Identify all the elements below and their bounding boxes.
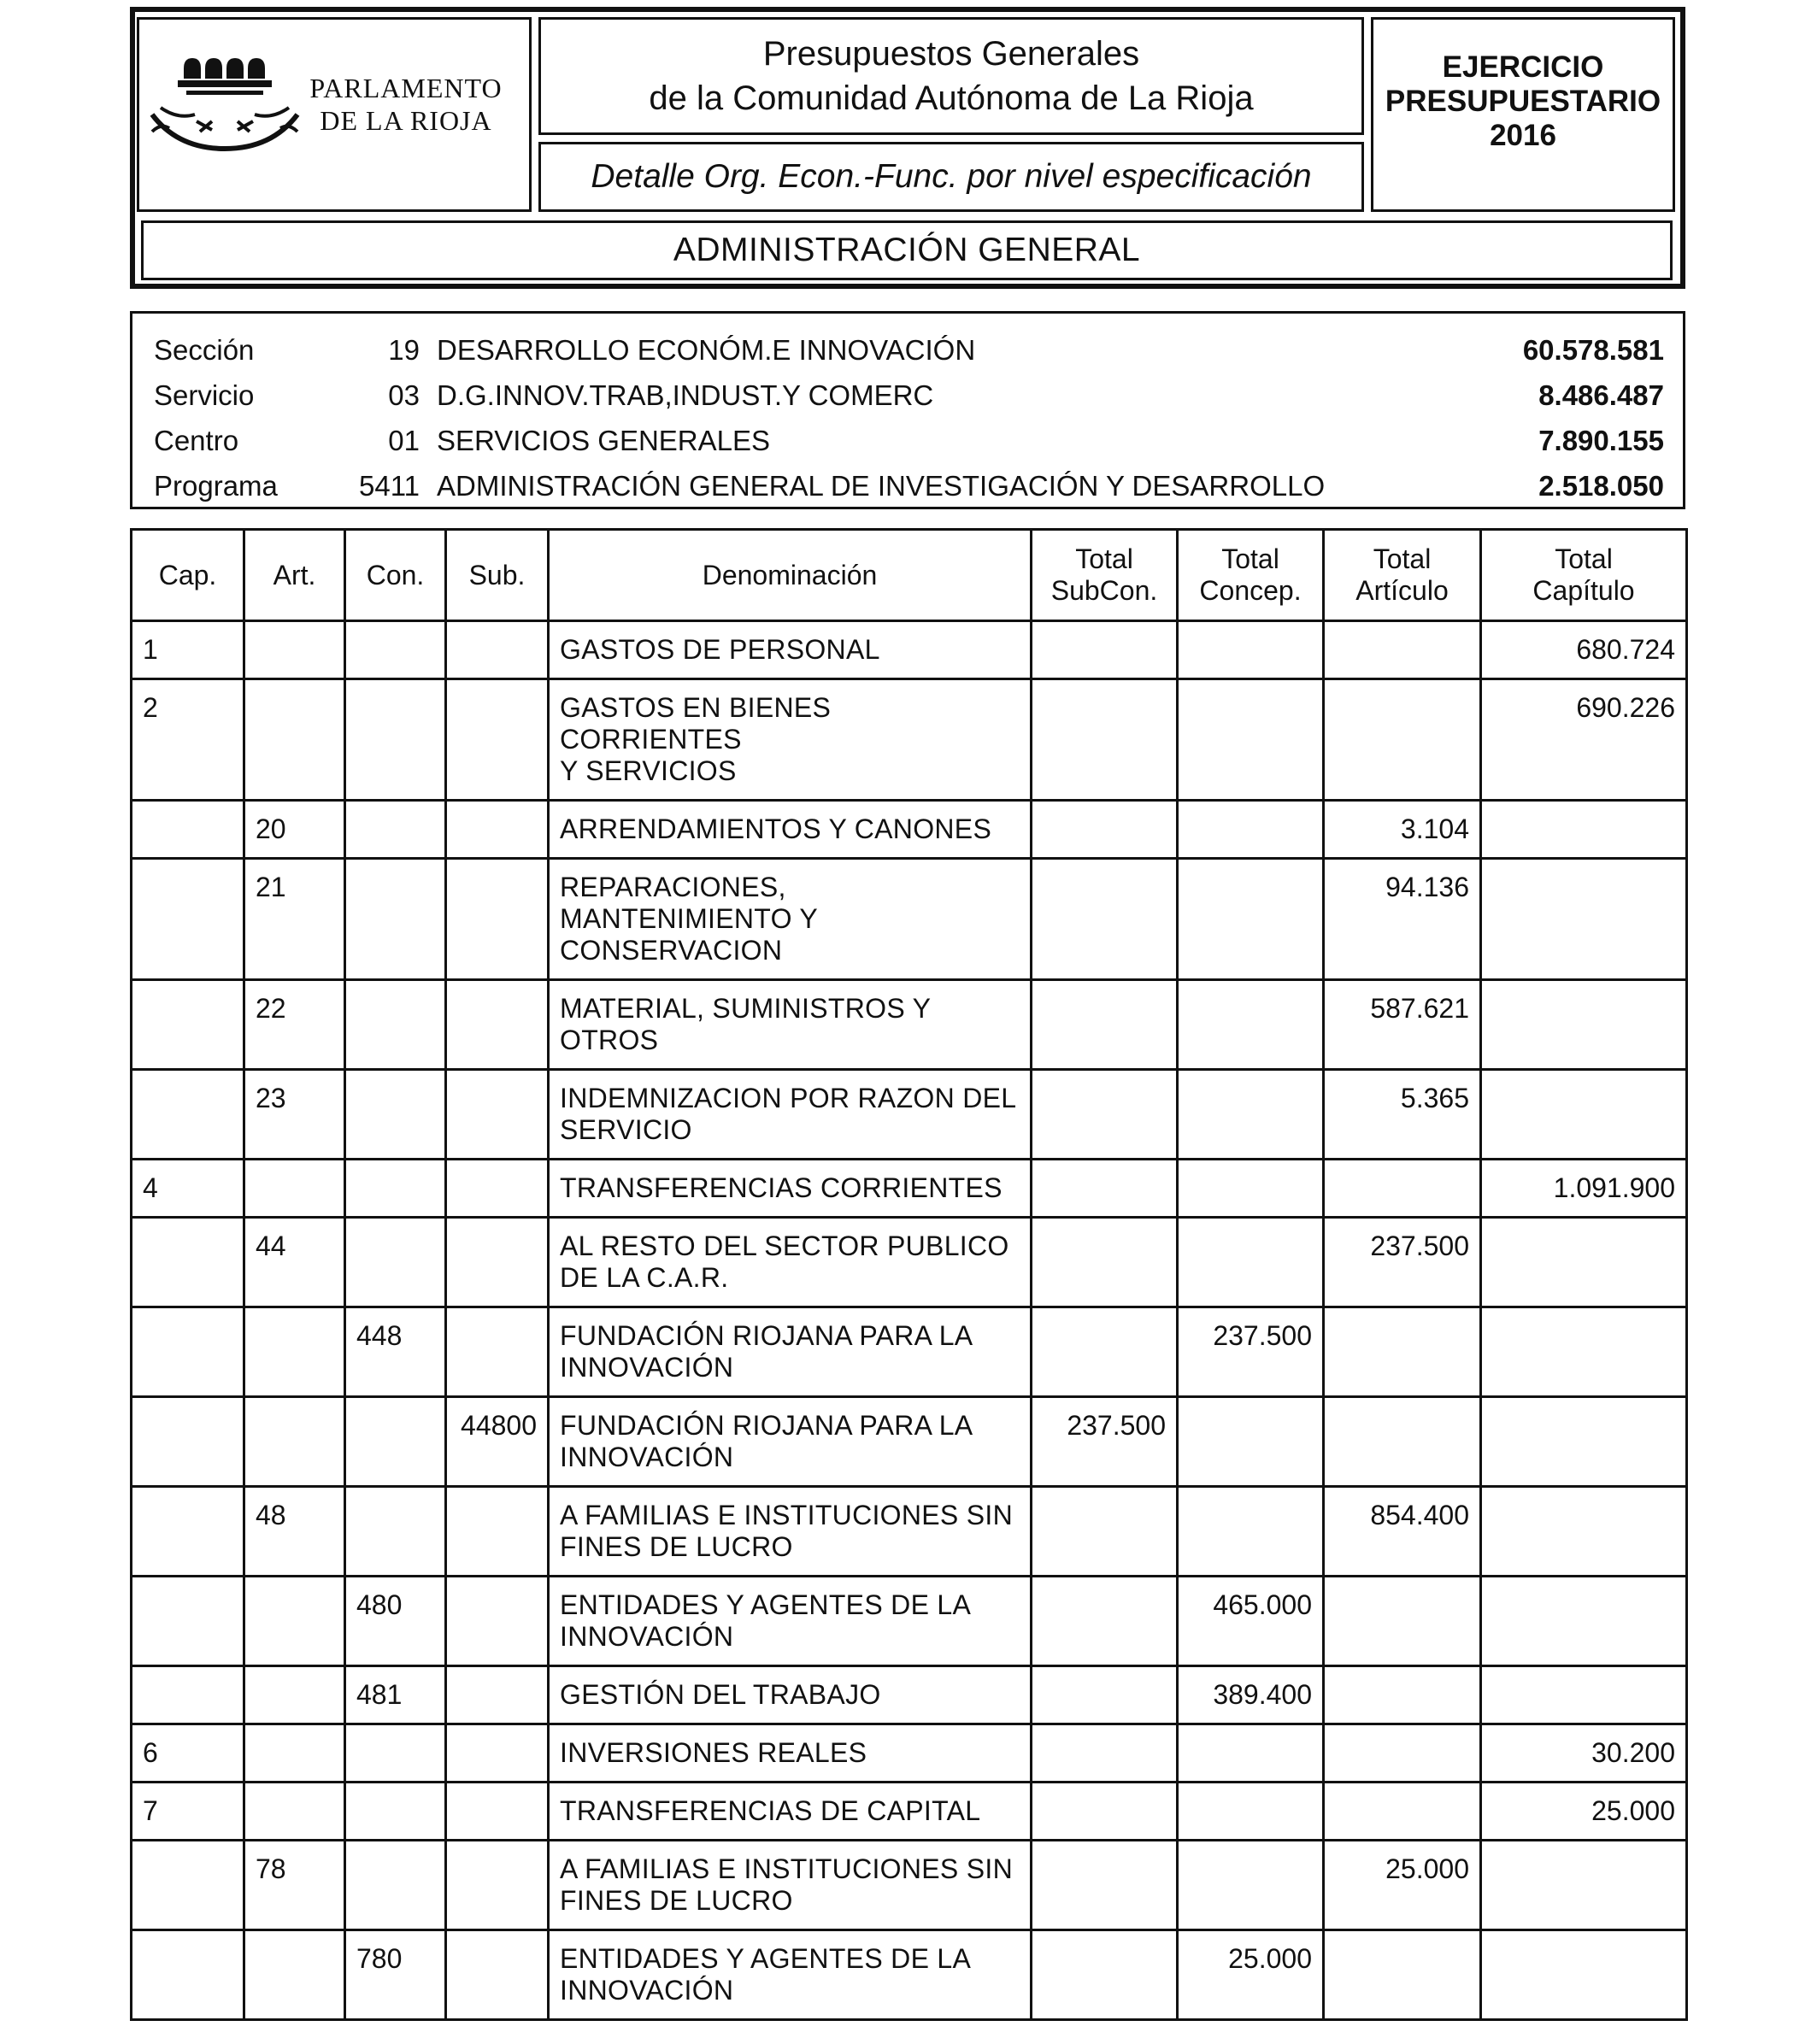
cell-cap: [132, 1070, 244, 1160]
cell-cap: [132, 1397, 244, 1487]
cell-total-articulo: 5.365: [1324, 1070, 1481, 1160]
col-header-cap: Cap.: [132, 530, 244, 621]
info-row-programa: [132, 464, 1683, 508]
denominacion-line: A FAMILIAS E INSTITUCIONES SIN: [560, 1500, 1013, 1530]
col-header-line: Total: [1221, 543, 1279, 574]
org-info-box: [130, 311, 1685, 509]
denominacion-line: AL RESTO DEL SECTOR PUBLICO: [560, 1231, 1009, 1261]
denominacion-line: OTROS: [560, 1025, 659, 1055]
info-label: Centro: [154, 425, 239, 456]
cell-total-concep: 465.000: [1178, 1577, 1324, 1666]
cell-total-subcon: [1032, 859, 1178, 980]
table-row: [132, 1930, 1687, 2020]
cell-art: 48: [244, 1487, 345, 1577]
cell-total-capitulo: [1481, 1218, 1687, 1307]
col-header-line: Total: [1555, 543, 1613, 574]
table-row: [132, 1218, 1687, 1307]
cell-total-concep: [1178, 1070, 1324, 1160]
col-header-total-articulo: [1324, 530, 1481, 621]
info-row-servicio: [132, 373, 1683, 418]
title-line1: Presupuestos Generales: [762, 35, 1140, 73]
cell-denominacion: [549, 801, 1032, 859]
cell-denominacion: [549, 679, 1032, 801]
cell-total-concep: [1178, 1218, 1324, 1307]
year-line1: EJERCICIO: [1442, 50, 1604, 84]
subtitle-text: Detalle Org. Econ.-Func. por nivel especificación: [591, 158, 1312, 195]
col-header-line: Total: [1075, 543, 1133, 574]
cell-cap: [132, 1577, 244, 1666]
cell-sub: [446, 1218, 549, 1307]
col-header-total-concep: [1178, 530, 1324, 621]
cell-total-articulo: 587.621: [1324, 980, 1481, 1070]
cell-total-articulo: 237.500: [1324, 1218, 1481, 1307]
cell-total-capitulo: [1481, 1841, 1687, 1930]
cell-denominacion: [549, 859, 1032, 980]
cell-total-concep: [1178, 1487, 1324, 1577]
table-row: [132, 1666, 1687, 1724]
cell-total-concep: [1178, 1841, 1324, 1930]
info-amount: 8.486.487: [1538, 379, 1664, 411]
cell-cap: [132, 1666, 244, 1724]
col-header-total-subcon: [1032, 530, 1178, 621]
table-row: [132, 1070, 1687, 1160]
table-row: [132, 1783, 1687, 1841]
cell-total-articulo: 25.000: [1324, 1841, 1481, 1930]
table-header-row: [132, 530, 1687, 621]
cell-total-articulo: [1324, 1783, 1481, 1841]
cell-cap: [132, 1930, 244, 2020]
cell-cap: 1: [132, 621, 244, 679]
denominacion-line: TRANSFERENCIAS DE CAPITAL: [560, 1795, 981, 1826]
info-code: 19: [388, 334, 420, 366]
cell-total-subcon: [1032, 1666, 1178, 1724]
section-banner-text: ADMINISTRACIÓN GENERAL: [673, 232, 1141, 268]
cell-con: 480: [345, 1577, 446, 1666]
table-row: [132, 1577, 1687, 1666]
cell-total-capitulo: 30.200: [1481, 1724, 1687, 1783]
denominacion-line: INNOVACIÓN: [560, 1352, 734, 1383]
cell-con: [345, 859, 446, 980]
cell-total-capitulo: 25.000: [1481, 1783, 1687, 1841]
table-row: [132, 1487, 1687, 1577]
cell-sub: [446, 859, 549, 980]
cell-sub: [446, 1724, 549, 1783]
info-amount: 60.578.581: [1522, 334, 1664, 366]
cell-sub: [446, 1783, 549, 1841]
cell-art: [244, 679, 345, 801]
cell-total-capitulo: [1481, 1307, 1687, 1397]
cell-total-subcon: [1032, 1930, 1178, 2020]
denominacion-line: GESTIÓN DEL TRABAJO: [560, 1679, 881, 1710]
cell-sub: [446, 801, 549, 859]
cell-total-subcon: [1032, 1070, 1178, 1160]
cell-denominacion: [549, 1577, 1032, 1666]
cell-total-articulo: [1324, 1160, 1481, 1218]
cell-sub: [446, 1577, 549, 1666]
info-row-seccion: [132, 328, 1683, 373]
org-name: [308, 72, 504, 137]
cell-denominacion: [549, 1397, 1032, 1487]
denominacion-line: FUNDACIÓN RIOJANA PARA LA: [560, 1410, 973, 1441]
cell-total-concep: 389.400: [1178, 1666, 1324, 1724]
cell-denominacion: [549, 1218, 1032, 1307]
col-header-line: Total: [1373, 543, 1432, 574]
denominacion-line: INVERSIONES REALES: [560, 1737, 867, 1768]
info-label: Programa: [154, 470, 278, 502]
info-name: ADMINISTRACIÓN GENERAL DE INVESTIGACIÓN Y DESARROLLO: [437, 470, 1326, 502]
cell-total-capitulo: [1481, 1070, 1687, 1160]
col-header-total-capitulo: [1481, 530, 1687, 621]
cell-total-concep: [1178, 980, 1324, 1070]
cell-cap: [132, 1307, 244, 1397]
col-header-art: Art.: [244, 530, 345, 621]
cell-con: [345, 1487, 446, 1577]
document-title: [538, 17, 1364, 135]
cell-con: [345, 621, 446, 679]
table-row: [132, 1724, 1687, 1783]
cell-total-concep: [1178, 801, 1324, 859]
cell-total-concep: [1178, 1783, 1324, 1841]
denominacion-line: ARRENDAMIENTOS Y CANONES: [560, 813, 992, 844]
table-row: [132, 801, 1687, 859]
cell-cap: [132, 801, 244, 859]
cell-total-capitulo: [1481, 1577, 1687, 1666]
title-line2: de la Comunidad Autónoma de La Rioja: [649, 79, 1254, 117]
cell-art: 44: [244, 1218, 345, 1307]
denominacion-line: INNOVACIÓN: [560, 1442, 734, 1472]
cell-con: [345, 1783, 446, 1841]
cell-art: [244, 1577, 345, 1666]
cell-total-concep: 237.500: [1178, 1307, 1324, 1397]
denominacion-line: REPARACIONES,: [560, 872, 786, 902]
cell-con: [345, 801, 446, 859]
info-code: 01: [388, 425, 420, 456]
table-row: [132, 1307, 1687, 1397]
table-row: [132, 1160, 1687, 1218]
cell-art: 23: [244, 1070, 345, 1160]
cell-cap: [132, 1218, 244, 1307]
cell-total-articulo: 3.104: [1324, 801, 1481, 859]
denominacion-line: FINES DE LUCRO: [560, 1531, 793, 1562]
table-row: [132, 859, 1687, 980]
cell-art: [244, 1724, 345, 1783]
cell-sub: [446, 1160, 549, 1218]
col-header-line: SubCon.: [1050, 575, 1158, 606]
cell-total-capitulo: 680.724: [1481, 621, 1687, 679]
cell-sub: [446, 980, 549, 1070]
cell-con: [345, 1841, 446, 1930]
info-amount: 7.890.155: [1538, 425, 1664, 456]
cell-total-concep: [1178, 1724, 1324, 1783]
denominacion-line: ENTIDADES Y AGENTES DE LA: [560, 1589, 972, 1620]
table-row: [132, 1841, 1687, 1930]
denominacion-line: CONSERVACION: [560, 935, 783, 966]
denominacion-line: DE LA C.A.R.: [560, 1262, 729, 1293]
cell-art: [244, 1930, 345, 2020]
cell-denominacion: [549, 1841, 1032, 1930]
cell-art: [244, 1666, 345, 1724]
cell-art: 78: [244, 1841, 345, 1930]
cell-art: 21: [244, 859, 345, 980]
cell-sub: [446, 679, 549, 801]
cell-sub: [446, 621, 549, 679]
cell-total-concep: [1178, 679, 1324, 801]
denominacion-line: MATERIAL, SUMINISTROS Y: [560, 993, 932, 1024]
cell-cap: [132, 1841, 244, 1930]
cell-total-concep: [1178, 1397, 1324, 1487]
cell-total-concep: [1178, 621, 1324, 679]
info-amount: 2.518.050: [1538, 470, 1664, 502]
cell-denominacion: [549, 1487, 1032, 1577]
table-row: [132, 679, 1687, 801]
cell-total-subcon: [1032, 801, 1178, 859]
cell-total-subcon: [1032, 1307, 1178, 1397]
org-name-line2: DE LA RIOJA: [320, 105, 492, 136]
cell-cap: [132, 980, 244, 1070]
cell-con: [345, 1724, 446, 1783]
cell-total-subcon: [1032, 1487, 1178, 1577]
cell-total-articulo: [1324, 1930, 1481, 2020]
cell-total-capitulo: [1481, 1397, 1687, 1487]
cell-art: 22: [244, 980, 345, 1070]
denominacion-line: A FAMILIAS E INSTITUCIONES SIN: [560, 1853, 1013, 1884]
cell-con: [345, 1160, 446, 1218]
cell-total-articulo: [1324, 1724, 1481, 1783]
cell-sub: 44800: [446, 1397, 549, 1487]
col-header-line: Capítulo: [1532, 575, 1635, 606]
document-subtitle: [538, 142, 1364, 212]
cell-total-subcon: [1032, 1783, 1178, 1841]
cell-denominacion: [549, 1783, 1032, 1841]
cell-total-articulo: [1324, 679, 1481, 801]
cell-con: 481: [345, 1666, 446, 1724]
cell-sub: [446, 1070, 549, 1160]
section-banner: [141, 220, 1673, 280]
info-row-centro: [132, 419, 1683, 463]
cell-denominacion: [549, 621, 1032, 679]
cell-total-subcon: [1032, 1160, 1178, 1218]
denominacion-line: SERVICIO: [560, 1114, 692, 1145]
cell-total-subcon: 237.500: [1032, 1397, 1178, 1487]
cell-total-subcon: [1032, 1841, 1178, 1930]
parliament-seal-icon: [145, 51, 308, 154]
cell-denominacion: [549, 1160, 1032, 1218]
denominacion-line: Y SERVICIOS: [560, 755, 737, 786]
cell-total-subcon: [1032, 980, 1178, 1070]
cell-denominacion: [549, 1666, 1032, 1724]
info-name: DESARROLLO ECONÓM.E INNOVACIÓN: [437, 334, 976, 366]
cell-sub: [446, 1930, 549, 2020]
table-row: [132, 1397, 1687, 1487]
cell-total-capitulo: [1481, 1487, 1687, 1577]
denominacion-line: GASTOS EN BIENES CORRIENTES: [560, 692, 832, 755]
budget-table: [130, 528, 1688, 2021]
denominacion-line: INDEMNIZACION POR RAZON DEL: [560, 1083, 1017, 1113]
cell-total-articulo: [1324, 1307, 1481, 1397]
year-line2: PRESUPUESTARIO: [1385, 85, 1661, 118]
cell-cap: [132, 859, 244, 980]
cell-con: [345, 1218, 446, 1307]
cell-total-subcon: [1032, 1218, 1178, 1307]
denominacion-line: ENTIDADES Y AGENTES DE LA: [560, 1943, 972, 1974]
cell-art: [244, 1160, 345, 1218]
year-value: 2016: [1490, 119, 1556, 152]
budget-table-body: [132, 621, 1687, 2020]
denominacion-line: MANTENIMIENTO Y: [560, 903, 819, 934]
cell-total-subcon: [1032, 679, 1178, 801]
cell-total-subcon: [1032, 1724, 1178, 1783]
cell-art: [244, 1783, 345, 1841]
cell-total-capitulo: 1.091.900: [1481, 1160, 1687, 1218]
cell-total-articulo: [1324, 621, 1481, 679]
cell-total-articulo: 94.136: [1324, 859, 1481, 980]
cell-total-articulo: [1324, 1397, 1481, 1487]
cell-total-concep: 25.000: [1178, 1930, 1324, 2020]
cell-cap: 6: [132, 1724, 244, 1783]
col-header-sub: Sub.: [446, 530, 549, 621]
denominacion-line: FINES DE LUCRO: [560, 1885, 793, 1916]
cell-total-subcon: [1032, 621, 1178, 679]
cell-sub: [446, 1307, 549, 1397]
info-label: Servicio: [154, 379, 255, 411]
cell-art: 20: [244, 801, 345, 859]
info-name: D.G.INNOV.TRAB,INDUST.Y COMERC: [437, 379, 934, 411]
cell-cap: 7: [132, 1783, 244, 1841]
cell-total-capitulo: [1481, 1666, 1687, 1724]
cell-total-articulo: 854.400: [1324, 1487, 1481, 1577]
cell-sub: [446, 1487, 549, 1577]
cell-cap: [132, 1487, 244, 1577]
cell-total-capitulo: 690.226: [1481, 679, 1687, 801]
cell-con: 780: [345, 1930, 446, 2020]
table-row: [132, 980, 1687, 1070]
cell-total-capitulo: [1481, 859, 1687, 980]
cell-sub: [446, 1841, 549, 1930]
table-row: [132, 621, 1687, 679]
col-header-con: Con.: [345, 530, 446, 621]
cell-denominacion: [549, 980, 1032, 1070]
cell-total-concep: [1178, 1160, 1324, 1218]
cell-con: [345, 980, 446, 1070]
cell-art: [244, 1397, 345, 1487]
cell-cap: 2: [132, 679, 244, 801]
fiscal-year: [1371, 17, 1675, 212]
denominacion-line: TRANSFERENCIAS CORRIENTES: [560, 1172, 1003, 1203]
cell-con: [345, 679, 446, 801]
cell-total-subcon: [1032, 1577, 1178, 1666]
cell-denominacion: [549, 1930, 1032, 2020]
cell-con: 448: [345, 1307, 446, 1397]
cell-denominacion: [549, 1724, 1032, 1783]
col-header-line: Artículo: [1355, 575, 1449, 606]
denominacion-line: FUNDACIÓN RIOJANA PARA LA: [560, 1320, 973, 1351]
col-header-denominacion: Denominación: [549, 530, 1032, 621]
cell-art: [244, 621, 345, 679]
cell-total-capitulo: [1481, 980, 1687, 1070]
org-name-line1: PARLAMENTO: [309, 73, 503, 103]
cell-total-articulo: [1324, 1666, 1481, 1724]
cell-sub: [446, 1666, 549, 1724]
info-name: SERVICIOS GENERALES: [437, 425, 771, 456]
cell-total-capitulo: [1481, 801, 1687, 859]
cell-total-concep: [1178, 859, 1324, 980]
info-label: Sección: [154, 334, 255, 366]
cell-con: [345, 1397, 446, 1487]
cell-total-capitulo: [1481, 1930, 1687, 2020]
denominacion-line: INNOVACIÓN: [560, 1621, 734, 1652]
info-code: 5411: [359, 470, 420, 502]
info-code: 03: [388, 379, 420, 411]
cell-total-articulo: [1324, 1577, 1481, 1666]
denominacion-line: GASTOS DE PERSONAL: [560, 634, 880, 665]
cell-denominacion: [549, 1070, 1032, 1160]
cell-art: [244, 1307, 345, 1397]
cell-denominacion: [549, 1307, 1032, 1397]
denominacion-line: INNOVACIÓN: [560, 1975, 734, 2006]
col-header-line: Concep.: [1199, 575, 1302, 606]
cell-con: [345, 1070, 446, 1160]
cell-cap: 4: [132, 1160, 244, 1218]
